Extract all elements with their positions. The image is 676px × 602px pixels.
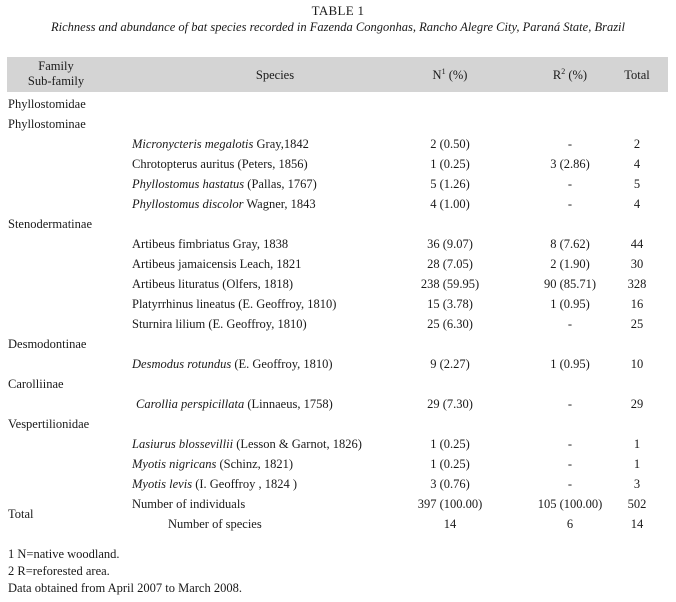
table-row bbox=[0, 354, 676, 374]
native-count: 3 (0.76) bbox=[430, 477, 470, 491]
subfamily-label: Desmodontinae bbox=[8, 337, 87, 351]
native-count: 14 bbox=[443, 517, 457, 531]
reforested-count: - bbox=[567, 177, 573, 191]
reforested-count: 1 (0.95) bbox=[550, 297, 590, 311]
native-count: 15 (3.78) bbox=[427, 297, 473, 311]
subfamily-label: Carolliinae bbox=[8, 377, 64, 391]
species-name: Artibeus fimbriatus Gray, 1838 bbox=[132, 237, 289, 251]
group-row bbox=[0, 214, 676, 234]
species-name: Myotis nigricans (Schinz, 1821) bbox=[132, 457, 294, 471]
individuals-label: Number of individuals bbox=[132, 497, 246, 511]
native-count: 5 (1.26) bbox=[430, 177, 470, 191]
table-row bbox=[0, 454, 676, 474]
reforested-count: - bbox=[567, 137, 573, 151]
species-name: Carollia perspicillata (Linnaeus, 1758) bbox=[136, 397, 333, 411]
species-name: Sturnira lilium (E. Geoffroy, 1810) bbox=[132, 317, 307, 331]
table-row bbox=[0, 274, 676, 294]
native-count: 1 (0.25) bbox=[430, 457, 470, 471]
total-count: 10 bbox=[630, 357, 644, 371]
table-row bbox=[0, 394, 676, 414]
species-name: Phyllostomus discolor Wagner, 1843 bbox=[132, 197, 316, 211]
group-row bbox=[0, 114, 676, 134]
group-row bbox=[0, 334, 676, 354]
footnote-1: 1 N=native woodland. bbox=[8, 547, 120, 561]
group-row bbox=[0, 374, 676, 394]
species-name: Artibeus jamaicensis Leach, 1821 bbox=[132, 257, 302, 271]
table-row bbox=[0, 434, 676, 454]
table-row bbox=[0, 234, 676, 254]
reforested-count: - bbox=[567, 477, 573, 491]
species-name: Micronycteris megalotis Gray,1842 bbox=[132, 137, 309, 151]
table-row bbox=[0, 294, 676, 314]
subfamily-label: Phyllostominae bbox=[8, 117, 86, 131]
total-count: 14 bbox=[630, 517, 644, 531]
table-row bbox=[0, 314, 676, 334]
footnote-2: 2 R=reforested area. bbox=[8, 564, 110, 578]
species-name: Chrotopterus auritus (Peters, 1856) bbox=[132, 157, 308, 171]
header-family: Family Sub-family bbox=[27, 59, 85, 88]
header-total: Total bbox=[624, 68, 650, 82]
group-row bbox=[0, 414, 676, 434]
species-name: Platyrrhinus lineatus (E. Geoffroy, 1810) bbox=[132, 297, 337, 311]
native-count: 25 (6.30) bbox=[427, 317, 473, 331]
species-name: Artibeus lituratus (Olfers, 1818) bbox=[132, 277, 294, 291]
total-count: 4 bbox=[633, 197, 641, 211]
species-name: Phyllostomus hastatus (Pallas, 1767) bbox=[132, 177, 317, 191]
table-row bbox=[0, 474, 676, 494]
total-count: 3 bbox=[633, 477, 641, 491]
total-count: 29 bbox=[630, 397, 644, 411]
family-label: Phyllostomidae bbox=[8, 97, 86, 111]
total-count: 502 bbox=[627, 497, 647, 511]
native-count: 238 (59.95) bbox=[420, 277, 480, 291]
native-count: 2 (0.50) bbox=[430, 137, 470, 151]
reforested-count: - bbox=[567, 457, 573, 471]
native-count: 397 (100.00) bbox=[417, 497, 483, 511]
species-count-label: Number of species bbox=[168, 517, 262, 531]
species-name: Lasiurus blossevillii (Lesson & Garnot, 1826) bbox=[132, 437, 362, 451]
table-caption: Richness and abundance of bat species recorded in Fazenda Congonhas, Rancho Alegre City, Paraná State, Brazil bbox=[51, 20, 625, 34]
table-row bbox=[0, 174, 676, 194]
reforested-count: 8 (7.62) bbox=[550, 237, 590, 251]
total-label: Total bbox=[8, 507, 34, 521]
reforested-count: - bbox=[567, 437, 573, 451]
reforested-count: 90 (85.71) bbox=[543, 277, 597, 291]
total-count: 30 bbox=[630, 257, 644, 271]
native-count: 1 (0.25) bbox=[430, 157, 470, 171]
reforested-count: 3 (2.86) bbox=[550, 157, 590, 171]
total-count: 25 bbox=[630, 317, 644, 331]
native-count: 29 (7.30) bbox=[427, 397, 473, 411]
header-reforested: $R^2$ (%) bbox=[552, 67, 588, 82]
reforested-count: - bbox=[567, 317, 573, 331]
total-count: 328 bbox=[627, 277, 647, 291]
native-count: 36 (9.07) bbox=[427, 237, 473, 251]
table-label: TABLE 1 bbox=[311, 3, 365, 18]
reforested-count: - bbox=[567, 197, 573, 211]
native-count: 1 (0.25) bbox=[430, 437, 470, 451]
table-row bbox=[0, 154, 676, 174]
total-count: 44 bbox=[630, 237, 644, 251]
header-native: $N^1$ (%) bbox=[432, 67, 468, 82]
family-label: Vespertilionidae bbox=[8, 417, 90, 431]
total-count: 5 bbox=[633, 177, 641, 191]
total-count: 1 bbox=[633, 437, 641, 451]
table-row bbox=[0, 254, 676, 274]
total-count: 4 bbox=[633, 157, 641, 171]
subfamily-label: Stenodermatinae bbox=[8, 217, 92, 231]
group-row bbox=[0, 94, 676, 114]
table-row bbox=[0, 134, 676, 154]
reforested-count: 1 (0.95) bbox=[550, 357, 590, 371]
footnote-3: Data obtained from April 2007 to March 2008. bbox=[8, 581, 242, 595]
table-row bbox=[0, 194, 676, 214]
species-name: Myotis levis (I. Geoffroy , 1824 ) bbox=[132, 477, 298, 491]
reforested-count: 6 bbox=[566, 517, 574, 531]
reforested-count: 2 (1.90) bbox=[550, 257, 590, 271]
reforested-count: - bbox=[567, 397, 573, 411]
native-count: 9 (2.27) bbox=[430, 357, 470, 371]
native-count: 28 (7.05) bbox=[427, 257, 473, 271]
species-name: Desmodus rotundus (E. Geoffroy, 1810) bbox=[132, 357, 333, 371]
native-count: 4 (1.00) bbox=[430, 197, 470, 211]
total-count: 1 bbox=[633, 457, 641, 471]
reforested-count: 105 (100.00) bbox=[537, 497, 603, 511]
total-count: 16 bbox=[630, 297, 644, 311]
total-count: 2 bbox=[633, 137, 641, 151]
totals-row-species bbox=[0, 514, 676, 534]
header-species: Species bbox=[255, 68, 295, 82]
